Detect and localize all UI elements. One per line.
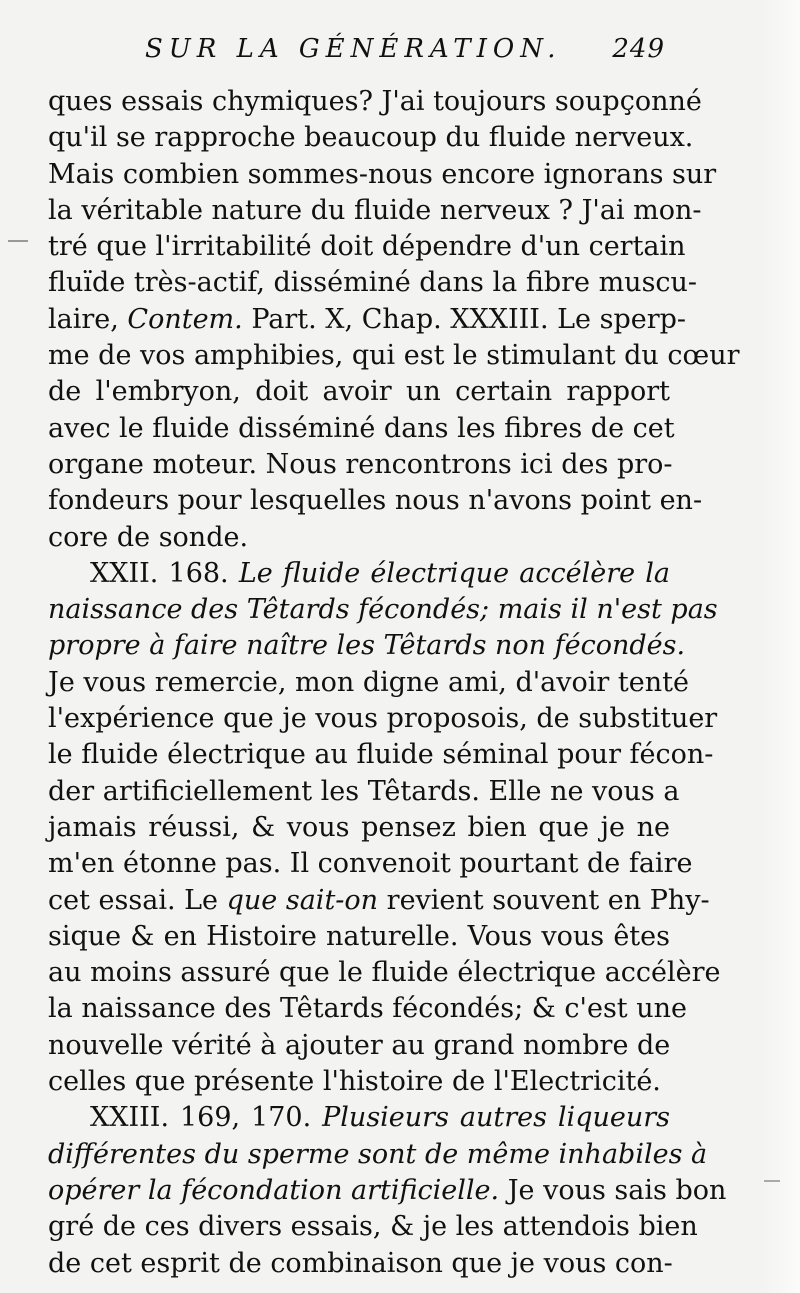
roman-text: der artificiellement les Têtards. Elle ne vous a — [48, 775, 680, 807]
text-line — [48, 447, 673, 483]
italic-text: Le fluide électrique accélère la — [238, 557, 670, 589]
italic-text: naissance des Têtards fécondés; mais il n'est pas — [48, 594, 718, 626]
roman-text: jamais réussi, & vous pensez bien que je ne — [48, 811, 670, 843]
roman-text: au moins assuré que le fluide électrique accélère — [48, 957, 721, 989]
roman-text: la véritable nature du fluide nerveux ? J'ai mon- — [48, 194, 702, 226]
text-line — [48, 193, 702, 229]
text-line — [48, 737, 714, 773]
text-line — [48, 991, 687, 1027]
roman-text: me de vos amphibies, qui est le stimulant du cœur — [48, 340, 740, 372]
roman-text: l'expérience que je vous proposois, de substituer — [48, 703, 718, 735]
text-line — [48, 883, 710, 919]
roman-text: organe moteur. Nous rencontrons ici des pro- — [48, 448, 673, 480]
text-line — [48, 302, 687, 338]
text-line — [48, 1246, 673, 1282]
italic-text: que sait-on — [226, 884, 379, 916]
text-line — [48, 84, 702, 120]
roman-text: Je vous sais bon — [499, 1174, 727, 1206]
text-line — [48, 265, 698, 301]
text-line — [48, 520, 670, 556]
text-line — [48, 665, 689, 701]
roman-text: fondeurs pour lesquelles nous n'avons point en- — [48, 485, 703, 517]
italic-text: Contem. — [127, 303, 243, 335]
text-line — [48, 846, 693, 882]
page-header — [145, 34, 665, 74]
roman-text: Part. X, Chap. XXXIII. Le sperp- — [242, 303, 687, 335]
text-line — [48, 592, 718, 628]
text-line — [48, 1137, 708, 1173]
text-line — [48, 338, 740, 374]
roman-text: sique & en Histoire naturelle. Vous vous êtes — [48, 920, 670, 952]
roman-text: XXIII. 169, 170. — [90, 1102, 323, 1134]
page-number: 249 — [612, 34, 665, 64]
roman-text: Je vous remercie, mon digne ami, d'avoir tenté — [48, 666, 689, 698]
italic-text: différentes du sperme sont de même inhabiles à — [48, 1138, 708, 1170]
roman-text: fluïde très-actif, disséminé dans la fibre muscu- — [48, 267, 698, 299]
roman-text: de l'embryon, doit avoir un certain rapport — [48, 376, 670, 408]
roman-text: tré que l'irritabilité doit dépendre d'un certain — [48, 231, 686, 263]
roman-text: qu'il se rapproche beaucoup du fluide nerveux. — [48, 122, 694, 154]
roman-text: de cet esprit de combinaison que je vous con- — [48, 1247, 673, 1279]
running-title: SUR LA GÉNÉRATION. — [145, 34, 562, 64]
text-line — [48, 229, 686, 265]
text-line — [48, 955, 721, 991]
roman-text: celles que présente l'histoire de l'Electricité. — [48, 1066, 661, 1098]
text-line — [48, 774, 680, 810]
body-text — [48, 84, 740, 1282]
roman-text: m'en étonne pas. Il convenoit pourtant de faire — [48, 848, 693, 880]
roman-text: Mais combien sommes-nous encore ignorans sur — [48, 158, 717, 190]
text-line — [48, 919, 670, 955]
roman-text: la naissance des Têtards fécondés; & c'est une — [48, 993, 687, 1025]
roman-text: gré de ces divers essais, & je les attendois bien — [48, 1211, 698, 1243]
margin-mark — [8, 240, 28, 242]
text-line — [48, 1028, 670, 1064]
italic-text: opérer la fécondation artificielle. — [48, 1174, 500, 1206]
text-line — [48, 810, 670, 846]
text-line — [48, 701, 718, 737]
text-line — [48, 556, 670, 592]
text-line — [48, 374, 670, 410]
text-line — [48, 1173, 727, 1209]
roman-text: XXII. 168. — [90, 557, 239, 589]
text-line — [48, 483, 703, 519]
text-line — [48, 120, 694, 156]
text-line — [48, 1209, 698, 1245]
roman-text: ques essais chymiques? J'ai toujours soupçonné — [48, 86, 702, 117]
roman-text: revient souvent en Phy- — [378, 884, 710, 916]
text-line — [48, 1100, 670, 1136]
roman-text: avec le fluide disséminé dans les fibres de cet — [48, 412, 675, 444]
text-line — [48, 411, 675, 447]
text-line — [48, 1064, 670, 1100]
roman-text: laire, — [48, 303, 128, 335]
page-edge-shading — [760, 0, 800, 1293]
text-line — [48, 157, 717, 193]
roman-text: core de sonde. — [48, 521, 249, 553]
text-line — [48, 628, 686, 664]
roman-text: le fluide électrique au fluide séminal pour fécon- — [48, 739, 714, 771]
roman-text: nouvelle vérité à ajouter au grand nombre de — [48, 1029, 671, 1061]
italic-text: Plusieurs autres liqueurs — [322, 1102, 670, 1134]
roman-text: cet essai. Le — [48, 884, 227, 916]
margin-mark — [764, 1180, 780, 1182]
italic-text: propre à faire naître les Têtards non fécondés. — [48, 630, 686, 662]
